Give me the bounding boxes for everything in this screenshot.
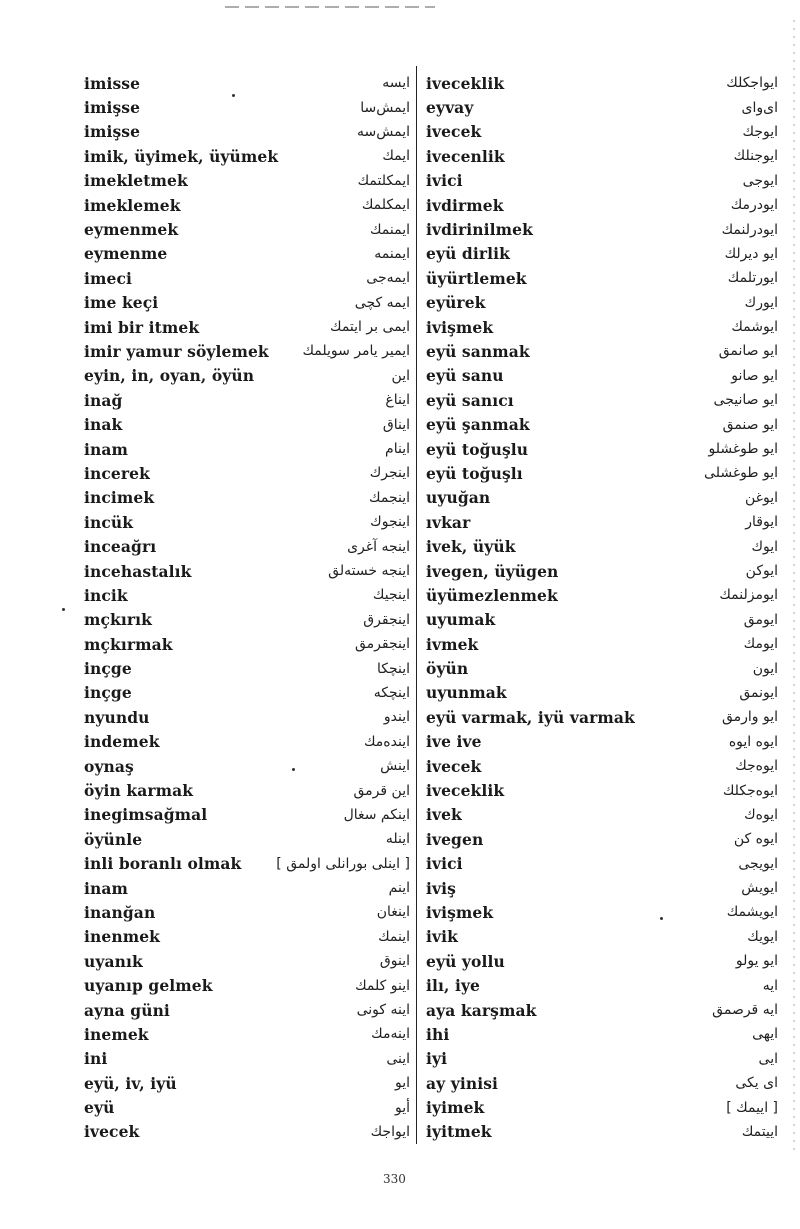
dictionary-entry [426,242,778,266]
dictionary-entry [84,242,410,266]
turkish-headword: uyanık [84,951,143,971]
dictionary-entry [426,412,778,436]
turkish-headword: öyünle [84,829,143,849]
ottoman-script-word: اینمك [378,928,410,945]
turkish-headword: nyundu [84,707,150,727]
dictionary-entry [84,1095,410,1119]
turkish-headword: eyü, iv, iyü [84,1073,177,1093]
turkish-headword: iveceklik [426,73,505,93]
ottoman-script-word: اینو کلمك [355,977,410,994]
ottoman-script-word: ایوجك [742,123,778,140]
dictionary-entry [426,364,778,388]
dictionary-entry [84,120,410,144]
ottoman-script-word: ایودرلنمك [721,221,778,238]
turkish-headword: ivecek [426,122,482,142]
turkish-headword: ayna güni [84,1000,170,1020]
ottoman-script-word: اینله [385,831,410,848]
turkish-headword: eyürek [426,293,486,313]
ottoman-script-word: اینچکه [373,684,410,701]
turkish-headword: oynaş [84,756,134,776]
ottoman-script-word: ایسه [382,75,410,92]
dictionary-entry [84,291,410,315]
ottoman-script-word: اینه کونی [356,1002,410,1019]
ottoman-script-word: اینوق [379,953,410,970]
dictionary-entry [84,1047,410,1071]
turkish-headword: ivecenlik [426,146,505,166]
dictionary-entry [84,266,410,290]
dictionary-entry [426,730,778,754]
turkish-headword: ivegen [426,829,484,849]
turkish-headword: iyimek [426,1098,485,1118]
ottoman-script-word: ایمش‌سا [360,99,410,116]
dictionary-entry [426,315,778,339]
ottoman-script-word: ایواجکلك [726,75,778,92]
ottoman-script-word: ایمه‌جی [366,270,410,287]
dictionary-entry [84,900,410,924]
dictionary-entry [84,217,410,241]
dictionary-entry [84,803,410,827]
turkish-headword: eyü yollu [426,951,505,971]
turkish-headword: incik [84,585,128,605]
turkish-headword: inam [84,878,129,898]
turkish-headword: inak [84,415,123,435]
dictionary-entry [84,608,410,632]
dictionary-entry [426,900,778,924]
dictionary-entry [426,169,778,193]
dictionary-entry [426,778,778,802]
ottoman-script-word: ایومك [743,636,778,653]
turkish-headword: ivişmek [426,317,494,337]
ottoman-script-word: ایوه کن [733,831,778,848]
ottoman-script-word: ایویجی [738,855,778,872]
turkish-headword: inçge [84,659,132,679]
ottoman-script-word: ایوجی [742,172,778,189]
ottoman-script-word: ایو طوغشلو [708,441,778,458]
turkish-headword: inenmek [84,927,160,947]
dictionary-entry [426,608,778,632]
ottoman-script-word: ایمنمك [370,221,410,238]
turkish-headword: imi bir itmek [84,317,200,337]
dictionary-entry [426,510,778,534]
ottoman-script-word: ایوکن [745,563,778,579]
turkish-headword: eymenme [84,244,168,264]
ottoman-script-word: این قرمق [353,782,410,799]
dictionary-entry [84,705,410,729]
column-divider [416,66,417,1144]
turkish-headword: ıvkar [426,512,471,532]
dictionary-entry [84,339,410,363]
turkish-headword: inemek [84,1024,149,1044]
turkish-headword: iviş [426,878,456,898]
ottoman-script-word: [ اییمك ] [726,1099,778,1116]
turkish-headword: inağ [84,390,123,410]
dictionary-entry [426,656,778,680]
ottoman-script-word: این [391,367,410,384]
dictionary-entry [84,730,410,754]
turkish-headword: ivecek [84,1122,140,1142]
dictionary-entry [426,583,778,607]
ottoman-script-word: ایوه‌جکلك [722,782,778,799]
dictionary-entry [84,412,410,436]
dictionary-entry [426,266,778,290]
turkish-headword: imekletmek [84,171,188,191]
turkish-headword: eyü sanıcı [426,390,514,410]
dictionary-entry [426,461,778,485]
turkish-headword: imeci [84,268,132,288]
turkish-headword: incük [84,512,134,532]
dictionary-entry [84,656,410,680]
ottoman-script-word: ایویشمك [726,904,778,921]
dictionary-entry [84,534,410,558]
dictionary-entry [426,534,778,558]
ottoman-script-word: ایمکلتمك [357,172,410,189]
turkish-headword: ilı, iye [426,976,481,996]
dictionary-entry [84,1022,410,1046]
turkish-headword: inanğan [84,902,156,922]
ottoman-script-word: اینام [385,441,410,458]
ottoman-script-word: ایو یولو [735,953,778,970]
ottoman-script-word: ایومزلنمك [719,587,778,604]
turkish-headword: incerek [84,463,150,483]
turkish-headword: ivici [426,171,463,191]
turkish-headword: eyü [84,1098,115,1118]
ottoman-script-word: ایناغ [385,392,410,409]
dictionary-entry [426,1071,778,1095]
ottoman-script-word: اینش [380,758,410,775]
right-column [426,71,778,1144]
turkish-headword: eyü toğuşlu [426,439,529,459]
dictionary-entry [426,681,778,705]
turkish-headword: ive ive [426,732,482,752]
turkish-headword: inam [84,439,129,459]
dictionary-entry [84,632,410,656]
dictionary-entry [426,925,778,949]
dictionary-entry [84,681,410,705]
ottoman-script-word: ایمیر یامر سویلمك [302,343,410,360]
dictionary-entry [426,291,778,315]
turkish-headword: imişse [84,98,141,118]
ottoman-script-word: ایه [762,977,778,994]
turkish-headword: mçkırmak [84,634,173,654]
ottoman-script-word: ایوەك [744,806,778,823]
turkish-headword: mçkırık [84,610,152,630]
ottoman-script-word: اینکم سغال [343,806,410,823]
dictionary-entry [84,95,410,119]
dictionary-entry [426,559,778,583]
dictionary-entry [84,876,410,900]
turkish-headword: inegimsağmal [84,805,208,825]
ottoman-script-word: ایمك [382,148,410,165]
turkish-headword: eyin, in, oyan, öyün [84,366,255,386]
turkish-headword: üyümezlenmek [426,585,558,605]
turkish-headword: imeklemek [84,195,181,215]
dictionary-entry [84,510,410,534]
turkish-headword: eyvay [426,98,474,118]
dictionary-entry [84,486,410,510]
dictionary-entry [426,998,778,1022]
top-edge-mark [225,6,435,8]
ottoman-script-word: اینجه خسته‌لق [328,563,410,579]
turkish-headword: imir yamur söylemek [84,341,269,361]
ottoman-script-word: ایودرمك [730,197,778,214]
ottoman-script-word: ایمش‌سه [357,123,410,140]
ottoman-script-word: ایمنمه [374,245,410,262]
ottoman-script-word: اینجقرق [363,611,410,628]
ottoman-script-word: ایو [394,1075,410,1092]
dictionary-entry [426,71,778,95]
dictionary-entry [426,1022,778,1046]
dictionary-entry [84,583,410,607]
ottoman-script-word: ای‌وای [741,99,778,116]
dictionary-entry [84,388,410,412]
dictionary-entry [84,852,410,876]
ottoman-script-word: ایو طوغشلی [704,465,778,482]
turkish-headword: eyü şanmak [426,415,530,435]
ottoman-script-word: ایوغن [745,489,778,506]
dictionary-entry [84,949,410,973]
dictionary-entry [84,461,410,485]
turkish-headword: ivek [426,805,462,825]
dictionary-entry [84,437,410,461]
dictionary-entry [84,1120,410,1144]
ottoman-script-word: اینجرك [369,465,410,482]
ottoman-script-word: ایه قرصمق [712,1002,778,1019]
turkish-headword: eyü dirlik [426,244,510,264]
dictionary-entry [426,95,778,119]
dictionary-entry [426,973,778,997]
turkish-headword: inli boranlı olmak [84,854,242,874]
ottoman-script-word: اینم [388,880,410,897]
ottoman-script-word: ایو دیرلك [724,245,778,262]
turkish-headword: indemek [84,732,160,752]
dictionary-entry [84,144,410,168]
turkish-headword: iyi [426,1049,448,1069]
speck [62,608,65,611]
ottoman-script-word: ایمه کچی [354,294,410,311]
turkish-headword: iyitmek [426,1122,492,1142]
ottoman-script-word: اینه‌مك [371,1026,410,1043]
ottoman-script-word: ایناق [382,416,410,433]
dictionary-entry [84,71,410,95]
ottoman-script-word: ایوه ایوه [728,733,778,750]
ottoman-script-word: ایو صانو [731,367,778,384]
turkish-headword: aya karşmak [426,1000,537,1020]
turkish-headword: ay yinisi [426,1073,499,1093]
turkish-headword: ihi [426,1024,450,1044]
dictionary-entry [426,486,778,510]
turkish-headword: eyü varmak, iyü varmak [426,707,635,727]
dictionary-entry [84,315,410,339]
ottoman-script-word: ایوقار [745,514,778,531]
turkish-headword: ivegen, üyügen [426,561,559,581]
turkish-headword: uyanıp gelmek [84,976,213,996]
ottoman-script-word: ای یکی [735,1075,778,1092]
ottoman-script-word: ایومق [743,611,778,628]
turkish-headword: eyü sanu [426,366,504,386]
turkish-headword: imik, üyimek, üyümek [84,146,279,166]
ottoman-script-word: ایندو [383,709,410,726]
dictionary-entry [426,827,778,851]
dictionary-entry [426,876,778,900]
turkish-headword: ivecek [426,756,482,776]
dictionary-entry [426,1047,778,1071]
turkish-headword: iveceklik [426,781,505,801]
turkish-headword: ivek, üyük [426,537,516,557]
ottoman-script-word: اینچکا [376,660,410,677]
ottoman-script-word: ایوك [751,538,778,555]
turkish-headword: uyuğan [426,488,491,508]
ottoman-script-word: ایون [752,660,778,677]
dictionary-entry [426,193,778,217]
turkish-headword: ime keçi [84,293,159,313]
turkish-headword: imişse [84,122,141,142]
turkish-headword: üyürtlemek [426,268,527,288]
dictionary-entry [426,217,778,241]
dictionary-entry [84,169,410,193]
turkish-headword: inçge [84,683,132,703]
ottoman-script-word: ایویش [741,880,778,897]
dictionary-entry [84,827,410,851]
dictionary-entry [84,973,410,997]
ottoman-script-word: ایواجك [370,1123,410,1140]
dictionary-entry [426,120,778,144]
page-number: 330 [383,1172,406,1186]
ottoman-script-word: ایورتلمك [727,270,778,287]
ottoman-script-word: ایوشمك [731,319,778,336]
ottoman-script-word: ایو صانیجی [713,392,778,409]
dictionary-entry [426,144,778,168]
ottoman-script-word: ایونمق [739,684,778,701]
margin-dots [793,20,795,1150]
turkish-headword: eyü toğuşlı [426,463,523,483]
dictionary-entry [84,754,410,778]
turkish-headword: uyumak [426,610,496,630]
ottoman-script-word: ایورك [744,294,778,311]
ottoman-script-word: أیو [394,1099,410,1116]
dictionary-entry [426,1095,778,1119]
dictionary-entry [84,778,410,802]
ottoman-script-word: ایهی [752,1026,778,1043]
dictionary-entry [84,559,410,583]
ottoman-script-word: ایمی بر ایتمك [330,319,410,336]
turkish-headword: uyunmak [426,683,507,703]
turkish-headword: incimek [84,488,155,508]
dictionary-entry [84,1071,410,1095]
turkish-headword: ivdirmek [426,195,504,215]
turkish-headword: ini [84,1049,108,1069]
ottoman-script-word: ایو وارمق [721,709,778,726]
turkish-headword: ivmek [426,634,479,654]
dictionary-entry [426,632,778,656]
ottoman-script-word: اینجمك [369,489,410,506]
dictionary-entry [84,193,410,217]
ottoman-script-word: اینجوك [370,514,410,531]
ottoman-script-word: ایی [758,1050,778,1067]
dictionary-entry [426,949,778,973]
turkish-headword: eymenmek [84,220,179,240]
ottoman-script-word: [ اینلی بورانلی اولمق ] [276,855,410,872]
dictionary-entry [426,339,778,363]
ottoman-script-word: اینی [386,1050,410,1067]
ottoman-script-word: ایوه‌جك [735,758,778,775]
turkish-headword: eyü sanmak [426,341,530,361]
dictionary-entry [426,803,778,827]
ottoman-script-word: اینغان [376,904,410,921]
turkish-headword: inceağrı [84,537,157,557]
turkish-headword: ivdirinilmek [426,220,533,240]
dictionary-entry [426,754,778,778]
ottoman-script-word: اینجقرمق [354,636,410,653]
dictionary-entry [426,852,778,876]
ottoman-script-word: ایو صنمق [722,416,778,433]
dictionary-entry [426,437,778,461]
ottoman-script-word: ایندەمك [364,733,410,750]
ottoman-script-word: ایمکلمك [361,197,410,214]
dictionary-entry [426,388,778,412]
turkish-headword: öyün [426,659,469,679]
left-column [84,71,410,1144]
turkish-headword: incehastalık [84,561,192,581]
turkish-headword: ivici [426,854,463,874]
dictionary-entry [84,364,410,388]
dictionary-entry [84,925,410,949]
dictionary-entry [84,998,410,1022]
dictionary-entry [426,705,778,729]
turkish-headword: imisse [84,73,141,93]
ottoman-script-word: ایو صانمق [718,343,778,360]
dictionary-entry [426,1120,778,1144]
turkish-headword: ivik [426,927,458,947]
ottoman-script-word: اینجه آغری [347,538,410,555]
ottoman-script-word: اینجیك [372,587,410,604]
turkish-headword: ivişmek [426,902,494,922]
turkish-headword: öyin karmak [84,781,194,801]
ottoman-script-word: اییتمك [741,1123,778,1140]
ottoman-script-word: ایوجنلك [733,148,778,165]
ottoman-script-word: ایویك [747,928,778,945]
